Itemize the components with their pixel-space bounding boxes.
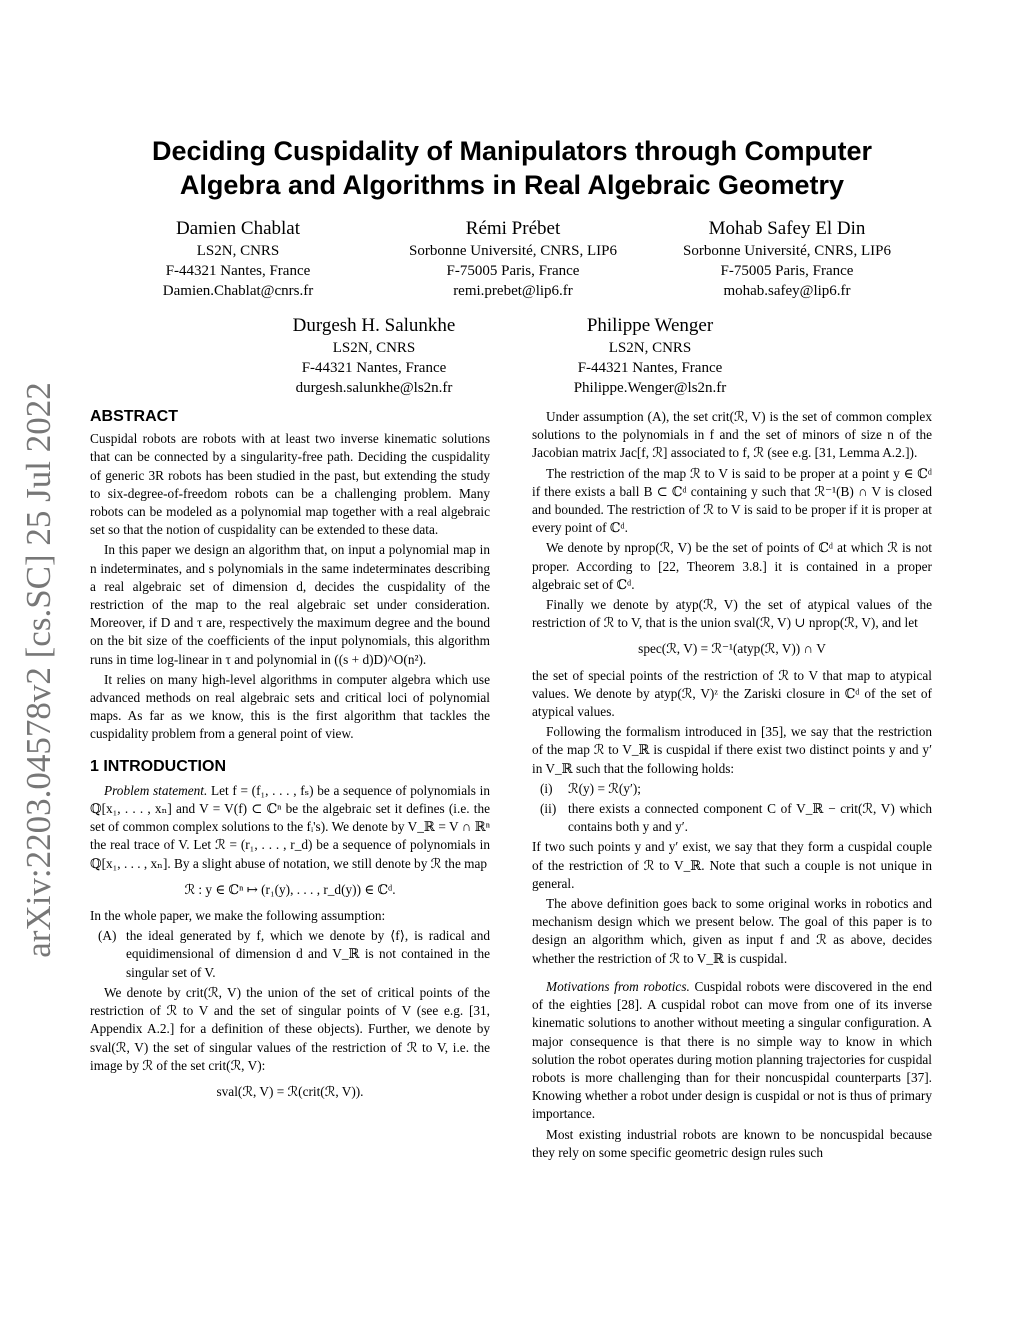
author-affiliation: LS2N, CNRS [608,340,692,356]
intro-paragraph [90,782,490,873]
author-email: remi.prebet@lip6.fr [453,283,573,299]
right-column [532,408,932,1164]
author-email: mohab.safey@lip6.fr [723,283,851,299]
body-paragraph: The above definition goes back to some original works in robotics and mechanism design which we present below. The goal of this paper is to design an algorithm which, given as input f and ℛ as above, decides whether the restriction of ℛ to V_ℝ is cuspidal. [532,896,932,966]
abstract-heading: ABSTRACT [90,408,178,425]
author-address: F-44321 Nantes, France [301,360,447,376]
intro-paragraph: We denote by crit(ℛ, V) the union of the set of critical points of the restriction of ℛ to V and the set of singular points of V (see e.g. [31, Appendix A.2.] for a definition of these objects). Further, we denote by sval(ℛ, V) the set of singular values of the restriction of ℛ to V, i.e. the image by ℛ of the set crit(ℛ, V): [90,984,490,1073]
author-name: Durgesh H. Salunkhe [292,315,456,336]
author-address: F-44321 Nantes, France [577,360,723,376]
intro-paragraph: In the whole paper, we make the following assumption: [90,908,386,924]
title-line-2: Algebra and Algorithms in Real Algebraic Geometry [179,170,845,200]
display-equation: sval(ℛ, V) = ℛ(crit(ℛ, V)). [216,1083,364,1099]
list-item [532,800,932,836]
body-paragraph: Under assumption (A), the set crit(ℛ, V) is the set of common complex solutions to the polynomials in f and the set of minors of size n of the Jacobian matrix Jac[f, ℛ] associated to f, ℛ (see e.g. [31, Lemma A.2.]). [532,409,932,461]
intro-text: Let f = (f₁, . . . , fₛ) be a sequence of polynomials in ℚ[x₁, . . . , xₙ] and V = V(f) ⊂ ℂⁿ be the algebraic set it defines (i.e. the set of common complex solutions to the fᵢ's). We denote by V_ℝ = V ∩ ℝⁿ the real trace of V. Let ℛ = (r₁, . . . , r_d) be a sequence of polynomials in ℚ[x₁, . . . , xₙ]. By a slight abuse of notation, we still denote by ℛ the map [90,782,490,871]
abstract-paragraph: It relies on many high-level algorithms in computer algebra which use advanced methods on real algebraic sets and critical loci of polynomial maps. As far as we know, this is the first algorithm that tackles the cuspidality problem from a general point of view. [90,671,490,742]
author-email: Philippe.Wenger@ls2n.fr [573,380,727,396]
body-paragraph: Finally we denote by atyp(ℛ, V) the set of atypical values of the restriction of ℛ to V, that is the union sval(ℛ, V) ∪ nprop(ℛ, V), and let [532,597,932,631]
author-block [128,217,348,301]
display-equation: ℛ : y ∈ ℂⁿ ↦ (r₁(y), . . . , r_d(y)) ∈ ℂᵈ. [184,881,396,897]
run-in-heading: Motivations from robotics. [546,978,690,994]
author-affiliation: LS2N, CNRS [196,243,280,259]
author-address: F-75005 Paris, France [446,263,580,279]
body-paragraph: The restriction of the map ℛ to V is said to be proper at a point y ∈ ℂᵈ if there exists a ball B ⊂ ℂᵈ containing y such that ℛ⁻¹(B) ∩ V is closed and bounded. The restriction of ℛ to V is said to be proper if it is proper at every point of ℂᵈ. [532,465,932,536]
item-label: (ii) [540,801,557,817]
item-text: there exists a connected component C of V_ℝ − crit(ℛ, V) which contains both y and y′. [568,801,932,835]
body-paragraph: If two such points y and y′ exist, we say that they form a cuspidal couple of the restriction of ℛ to V_ℝ. Note that such a couple is not unique in general. [532,839,932,891]
item-label: (A) [98,928,117,944]
abstract-paragraph: In this paper we design an algorithm that, on input a polynomial map in n indeterminates, and s polynomials in the same indeterminates describing a real algebraic set of dimension d, decides the cuspidality of the restriction of the map to the real algebraic set under consideration. Moreover, if D and τ are, respectively the maximum degree and the bound on the bit size of the coefficients of the input polynomials, this algorithm runs in time log-linear in τ and polynomial in ((s + d)D)^O(n²). [90,542,490,667]
author-block [388,217,638,301]
author-address: F-75005 Paris, France [720,263,854,279]
author-name: Damien Chablat [176,218,300,239]
author-name: Philippe Wenger [586,315,714,336]
paper-title [100,134,924,202]
item-text: the ideal generated by f, which we denote by ⟨f⟩, is radical and equidimensional of dimension d and V_ℝ is not contained in the singular set of V. [126,928,490,980]
author-block [540,314,760,398]
title-line-1: Deciding Cuspidality of Manipulators through Computer [152,136,872,166]
abstract-paragraph: Cuspidal robots are robots with at least two inverse kinematic solutions that can be connected by a singularity-free path. Deciding the cuspidality of generic 3R robots has been studied in the past, but extending the study to six-degree-of-freedom robots can be a challenging problem. Many robots can be modeled as a polynomial map together with a real algebraic set so that the notion of cuspidality can be extended to these data. [90,431,490,538]
display-equation: spec(ℛ, V) = ℛ⁻¹(atyp(ℛ, V)) ∩ V [638,641,826,657]
author-name: Rémi Prébet [465,218,561,239]
introduction-heading: 1 INTRODUCTION [90,757,226,775]
author-affiliation: Sorbonne Université, CNRS, LIP6 [683,243,891,259]
author-block [264,314,484,398]
body-paragraph: the set of special points of the restriction of ℛ to V that map to atypical values. We denote by atyp(ℛ, V)ᶻ the Zariski closure in ℂᵈ of the set of atypical values. [532,667,932,720]
body-paragraph: Most existing industrial robots are known to be noncuspidal because they rely on some specific geometric design rules such [532,1126,932,1160]
item-label: (i) [540,780,553,796]
assumption-item [90,927,490,982]
motivation-text: Cuspidal robots were discovered in the end of the eighties [28]. A cuspidal robot can move from one of its inverse kinematic solutions to another without meeting a singular configuration. A major consequence is that there is no simple way to know in which solution the robot operates during motion planning trajectories for cuspidal robots is more challenging than for their noncuspidal counterparts [37]. Knowing whether a robot under design is cuspidal or not is thus of primary importance. [532,978,933,1122]
author-affiliation: Sorbonne Université, CNRS, LIP6 [409,243,617,259]
author-email: Damien.Chablat@cnrs.fr [162,283,314,299]
author-name: Mohab Safey El Din [708,218,866,239]
left-column [90,408,490,1109]
author-block [662,217,912,301]
arxiv-stamp: arXiv:2203.04578v2 [cs.SC] 25 Jul 2022 [19,382,58,958]
author-address: F-44321 Nantes, France [165,263,311,279]
list-item [532,780,932,798]
body-paragraph: Following the formalism introduced in [35], we say that the restriction of the map ℛ to V_ℝ is cuspidal if there exist two distinct points y and y′ in V_ℝ such that the following holds: [532,724,932,776]
body-paragraph: We denote by nprop(ℛ, V) be the set of points of ℂᵈ at which ℛ is not proper. According to [22, Theorem 3.8.] it is contained in a proper algebraic set of ℂᵈ. [532,540,932,592]
author-affiliation: LS2N, CNRS [332,340,416,356]
item-text: ℛ(y) = ℛ(y′); [568,780,641,796]
body-paragraph [532,978,932,1124]
author-email: durgesh.salunkhe@ls2n.fr [295,380,453,396]
run-in-heading: Problem statement. [104,782,208,798]
